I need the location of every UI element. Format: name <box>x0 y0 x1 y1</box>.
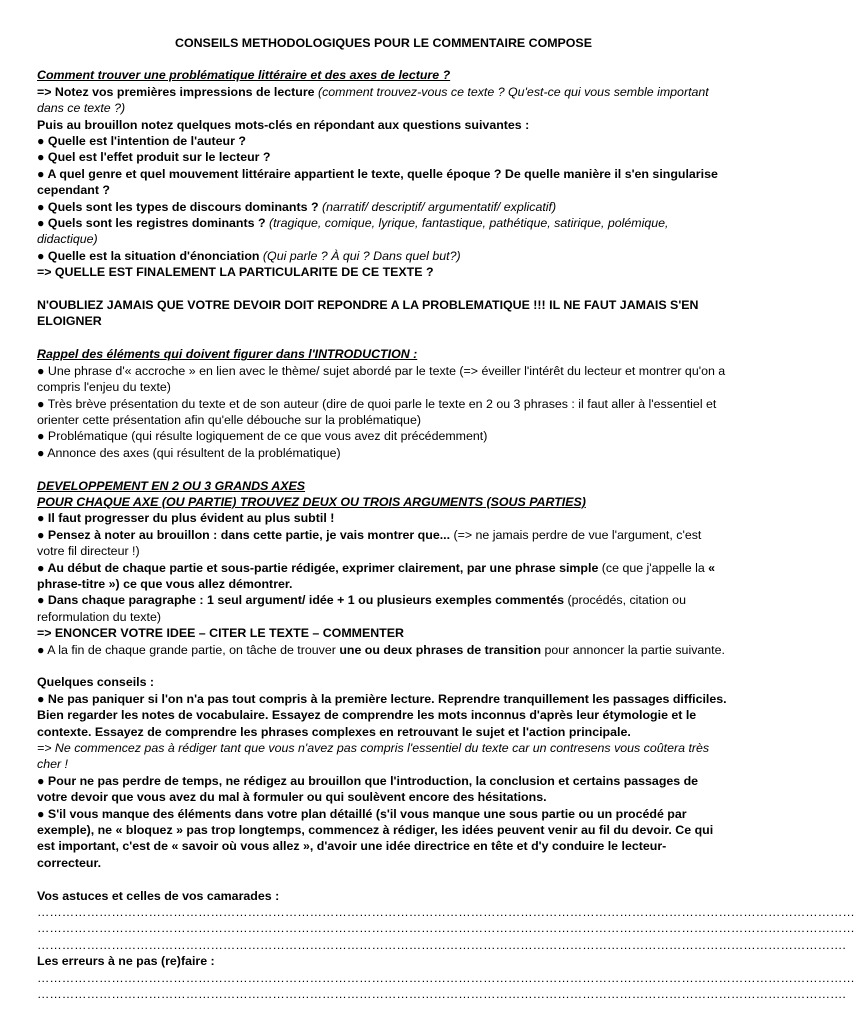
spacer <box>37 330 730 346</box>
list-item-bold: ● Quelle est la situation d'énonciation <box>37 248 260 263</box>
warning-line: N'OUBLIEZ JAMAIS QUE VOTRE DEVOIR DOIT REPONDRE A LA PROBLEMATIQUE !!! IL NE FAUT JAMAIS S'EN ELOIGNER <box>37 298 699 329</box>
list-item: ● A quel genre et quel mouvement littéraire appartient le texte, quelle époque ? De quelle manière il s'en singularise cependant ? <box>37 166 718 198</box>
list-item: ● Quel est l'effet produit sur le lecteur ? <box>37 150 271 165</box>
dotted-line: ……………………………………………………………………………………………………………………………………………………………………………. <box>37 937 846 952</box>
list-item-text: pour annoncer la partie suivante. <box>541 642 725 657</box>
list-item: ● Problématique (qui résulte logiquement de ce que vous avez dit précédemment) <box>37 429 488 444</box>
dotted-line: ……………………………………………………………………………………………………………………………………………………………………………… <box>37 970 855 985</box>
list-item: ● Ne pas paniquer si l'on n'a pas tout compris à la première lecture. Reprendre tranquillement les passages difficiles. Bien regarder les notes de vocabulaire. Essayez de comprendre les mots inconnus d'après leur étymologie et le contexte. Essayez de comprendre les phrases complexes en retrouvant le sujet et l'action principale. <box>37 691 727 739</box>
list-item-italic: (narratif/ descriptif/ argumentatif/ explicatif) <box>318 199 557 214</box>
spacer <box>37 658 730 674</box>
list-item-bold: ● Quels sont les registres dominants ? <box>37 216 266 231</box>
list-item-bold: ● Dans chaque paragraphe : 1 seul argument/ idée + 1 ou plusieurs exemples commentés <box>37 593 565 608</box>
list-item-bold: ● Pensez à noter au brouillon : dans cette partie, je vais montrer que... <box>37 527 451 542</box>
section-problematique-heading: Comment trouver une problématique littéraire et des axes de lecture ? <box>37 68 451 83</box>
list-item-text: (=> ne jamais perdre de vue l'argument, c'est votre fil directeur !) <box>37 527 702 559</box>
list-item-bold: « phrase-titre » <box>37 560 716 591</box>
list-item: ● Une phrase d'« accroche » en lien avec le thème/ sujet abordé par le texte (=> éveiller l'intérêt du lecteur et montrer qu'on a compris l'enjeu du texte) <box>37 363 726 395</box>
list-item <box>37 560 730 593</box>
list-item-bold: ● Quels sont les types de discours dominants ? <box>37 199 319 214</box>
section-development-subheading: POUR CHAQUE AXE (OU PARTIE) TROUVEZ DEUX OU TROIS ARGUMENTS (SOUS PARTIES) <box>37 494 586 509</box>
list-item-bold: ) ce que vous allez démontrer. <box>115 576 293 591</box>
list-item-bold: exprimer clairement, par une phrase simple <box>342 560 599 575</box>
spacer <box>37 461 730 477</box>
section-mistakes-heading: Les erreurs à ne pas (re)faire : <box>37 954 215 969</box>
list-item-text: ● A la fin de chaque grande partie, on tâche de trouver <box>37 642 340 657</box>
spacer <box>37 281 730 297</box>
list-item <box>37 642 730 658</box>
list-item <box>37 199 730 215</box>
list-item <box>37 592 730 625</box>
list-item: ● Très brève présentation du texte et de son auteur (dire de quoi parle le texte en 2 ou 3 phrases : il faut aller à l'essentiel et orienter cette présentation afin qu'elle débouche sur la problématique) <box>37 396 717 427</box>
list-item <box>37 215 730 248</box>
list-item: ● Il faut progresser du plus évident au plus subtil ! <box>37 511 335 526</box>
page-title: CONSEILS METHODOLOGIQUES POUR LE COMMENTAIRE COMPOSE <box>175 36 592 50</box>
list-item: => ENONCER VOTRE IDEE – CITER LE TEXTE – COMMENTER <box>37 626 404 641</box>
section-tips-heading: Vos astuces et celles de vos camarades : <box>37 888 280 903</box>
list-item <box>37 527 730 560</box>
list-item: ● Annonce des axes (qui résultent de la problématique) <box>37 445 341 460</box>
list-item-text: (procédés, citation ou reformulation du texte) <box>37 593 686 624</box>
first-impressions-bold: => Notez vos premières impressions de lecture <box>37 84 315 99</box>
list-item: ● Pour ne pas perdre de temps, ne rédigez au brouillon que l'introduction, la conclusion et certains passages de votre devoir que vous avez du mal à formuler ou qui soulèvent encore des hésitations. <box>37 773 699 805</box>
dotted-line: ……………………………………………………………………………………………………………………………………………………………………………… <box>37 921 855 936</box>
dotted-line: ……………………………………………………………………………………………………………………………………………………………………………… <box>37 905 855 920</box>
paragraph-keywords: Puis au brouillon notez quelques mots-clés en répondant aux questions suivantes : <box>37 117 530 132</box>
list-item <box>37 248 730 264</box>
list-item-bold: une ou deux phrases de transition <box>339 642 542 657</box>
list-item-italic: (Qui parle ? À qui ? Dans quel but?) <box>259 248 461 263</box>
list-item-italic: (tragique, comique, lyrique, fantastique, pathétique, satirique, polémique, didactique) <box>37 216 669 247</box>
section-development-heading: DEVELOPPEMENT EN 2 OU 3 GRANDS AXES <box>37 478 306 493</box>
paragraph-first-impressions <box>37 84 730 117</box>
first-impressions-italic: (comment trouvez-vous ce texte ? Qu'est-ce qui vous semble important dans ce texte ?) <box>37 84 709 116</box>
list-item-text: (ce que j'appelle la <box>598 560 709 575</box>
dotted-line: ……………………………………………………………………………………………………………………………………………………………………………. <box>37 987 846 1002</box>
list-item: ● Quelle est l'intention de l'auteur ? <box>37 134 246 149</box>
spacer <box>37 871 730 887</box>
section-conclusion-line: => QUELLE EST FINALEMENT LA PARTICULARITE DE CE TEXTE ? <box>37 265 434 280</box>
list-item-bold: ● Au début de chaque partie et sous-partie rédigée, <box>37 560 343 575</box>
list-item: ● S'il vous manque des éléments dans votre plan détaillé (s'il vous manque une sous partie ou un procédé par exemple), ne « bloquez » pas trop longtemps, commencez à rédiger, les idées peuvent venir au fil du devoir. Ce qui est important, c'est de « savoir où vous allez », d'avoir une idée directrice en tête et d'y conduire le lecteur-correcteur. <box>37 806 714 870</box>
section-introduction-heading: Rappel des éléments qui doivent figurer dans l'INTRODUCTION : <box>37 347 418 362</box>
list-item-italic: => Ne commencez pas à rédiger tant que vous n'avez pas compris l'essentiel du texte car un contresens vous coûtera très cher ! <box>37 741 710 772</box>
section-advice-heading: Quelques conseils : <box>37 675 155 690</box>
